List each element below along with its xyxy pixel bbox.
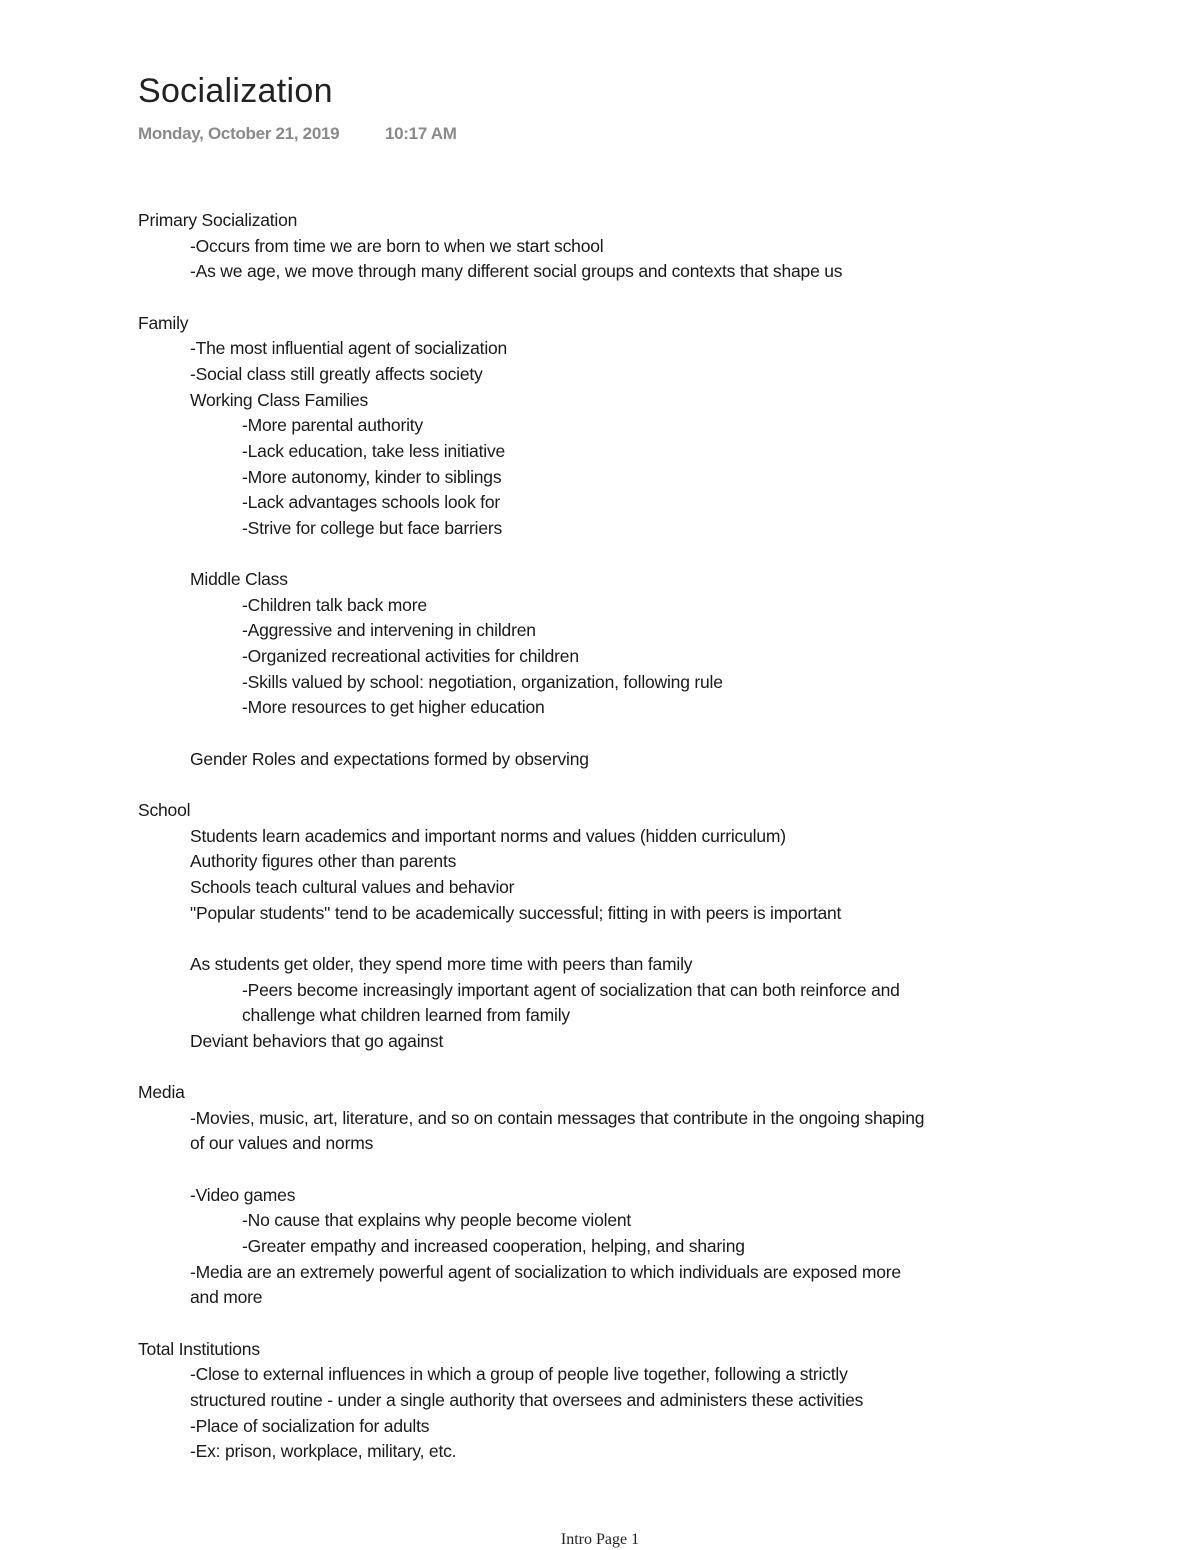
note-line: Middle Class [190, 569, 288, 590]
note-line: -Social class still greatly affects society [190, 363, 483, 384]
note-line: Gender Roles and expectations formed by observing [190, 748, 589, 769]
note-line: and more [190, 1287, 263, 1308]
section-heading: Media [138, 1082, 185, 1103]
note-line: -Skills valued by school: negotiation, organization, following rule [242, 671, 723, 692]
note-line: -Aggressive and intervening in children [242, 620, 536, 641]
note-line: -More parental authority [242, 415, 423, 436]
note-line: Students learn academics and important norms and values (hidden curriculum) [190, 825, 786, 846]
note-line: -Organized recreational activities for children [242, 646, 579, 667]
note-line: structured routine - under a single authority that oversees and administers these activities [190, 1389, 864, 1410]
note-line: of our values and norms [190, 1133, 374, 1154]
section-heading: Family [138, 312, 189, 333]
note-line: -Greater empathy and increased cooperation, helping, and sharing [242, 1236, 745, 1256]
note-line: As students get older, they spend more time with peers than family [190, 953, 693, 974]
note-line: "Popular students" tend to be academically successful; fitting in with peers is important [190, 902, 842, 923]
note-line: -Peers become increasingly important agent of socialization that can both reinforce and [242, 979, 900, 1000]
note-line: -Lack advantages schools look for [242, 492, 500, 513]
note-line: -As we age, we move through many different social groups and contexts that shape us [190, 261, 843, 282]
note-line: -More resources to get higher education [242, 697, 545, 718]
note-line: -More autonomy, kinder to siblings [242, 466, 502, 487]
note-date: Monday, October 21, 2019 [138, 124, 340, 143]
note-line: -Strive for college but face barriers [242, 517, 503, 538]
note-time: 10:17 AM [385, 124, 457, 143]
note-line: -No cause that explains why people become violent [242, 1210, 632, 1231]
note-line: Schools teach cultural values and behavior [190, 876, 515, 897]
note-line: -Ex: prison, workplace, military, etc. [190, 1441, 457, 1462]
note-line: -Close to external influences in which a group of people live together, following a strictly [190, 1364, 848, 1385]
note-line: -Lack education, take less initiative [242, 440, 506, 461]
section-heading: Total Institutions [138, 1338, 260, 1359]
page-footer: Intro Page 1 [560, 1531, 640, 1548]
note-line: -The most influential agent of socialization [190, 338, 508, 359]
section-heading: Primary Socialization [138, 210, 298, 230]
note-line: Working Class Families [190, 389, 369, 410]
section-heading: School [138, 799, 191, 820]
note-line: -Children talk back more [242, 594, 427, 615]
note-line: -Occurs from time we are born to when we start school [190, 235, 604, 256]
note-line: -Media are an extremely powerful agent of socialization to which individuals are exposed more [190, 1261, 901, 1282]
note-line: Deviant behaviors that go against [190, 1030, 444, 1051]
note-line: -Movies, music, art, literature, and so on contain messages that contribute in the ongoing shaping [190, 1107, 925, 1128]
page-title: Socialization [138, 72, 333, 110]
note-line: challenge what children learned from family [242, 1005, 570, 1026]
note-line: -Video games [190, 1184, 296, 1205]
note-line: Authority figures other than parents [190, 851, 457, 872]
note-line: -Place of socialization for adults [190, 1415, 430, 1436]
